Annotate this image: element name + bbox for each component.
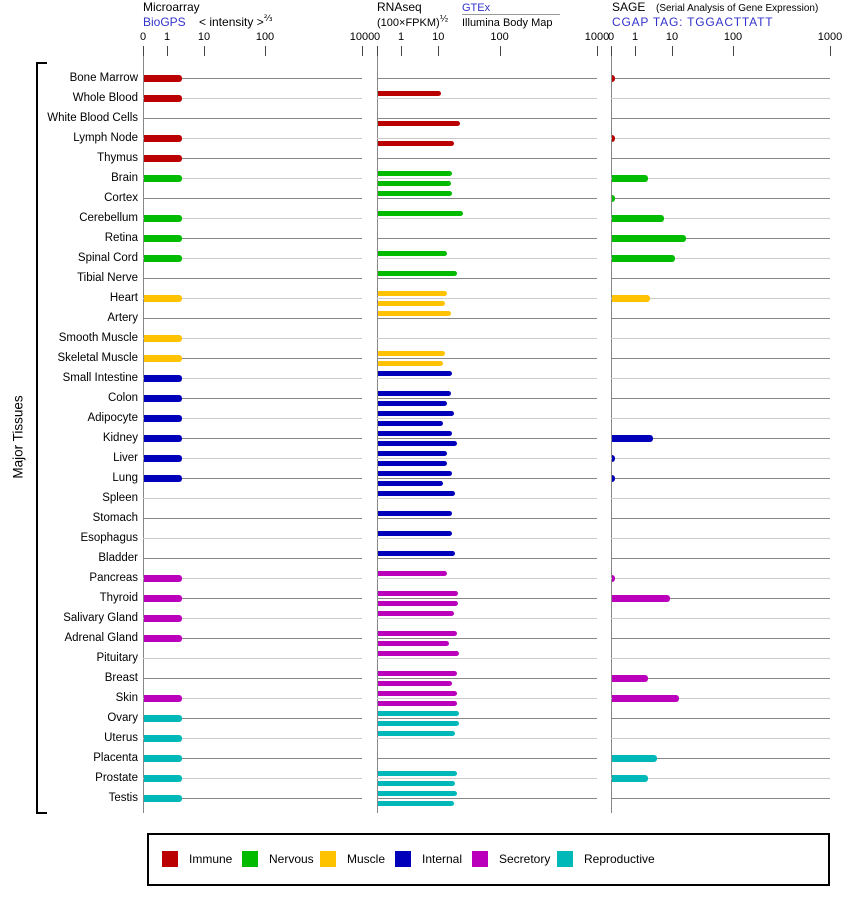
expression-bar: [378, 401, 447, 406]
row-grid-line: [143, 678, 362, 679]
axis-tick-label: 0: [139, 31, 147, 43]
legend-color-swatch: [395, 851, 411, 867]
axis-tick: [635, 46, 636, 56]
axis-tick-label: 100: [723, 31, 743, 43]
tissue-label: Testis: [108, 792, 138, 804]
expression-bar: [378, 781, 455, 786]
expression-bar: [144, 155, 182, 162]
expression-bar: [378, 91, 441, 96]
legend-color-swatch: [557, 851, 573, 867]
expression-bar: [378, 191, 452, 196]
row-grid-line: [143, 498, 362, 499]
major-tissues-label: Major Tissues: [10, 395, 26, 479]
tissue-label: Thyroid: [99, 592, 138, 604]
tissue-label: Bone Marrow: [69, 72, 138, 84]
tissue-label: Stomach: [92, 512, 138, 524]
rnaseq-unit-text: (100×FPKM): [377, 17, 440, 29]
expression-bar: [612, 755, 657, 762]
legend-label: Reproductive: [584, 852, 655, 866]
panel-title-microarray: Microarray: [143, 0, 200, 14]
expression-bar: [612, 675, 648, 682]
expression-bar: [378, 291, 447, 296]
tissue-label: Kidney: [102, 432, 138, 444]
tissue-label: Breast: [104, 672, 138, 684]
expression-bar: [378, 531, 452, 536]
tissue-label: Spinal Cord: [77, 252, 138, 264]
row-grid-line: [611, 198, 830, 199]
axis-tick: [733, 46, 734, 56]
axis-tick: [362, 46, 363, 56]
expression-bar: [378, 641, 449, 646]
illumina-body-map-label: Illumina Body Map: [462, 17, 553, 29]
expression-bar: [144, 715, 182, 722]
row-grid-line: [611, 398, 830, 399]
row-grid-line: [377, 418, 597, 419]
expression-bar: [612, 475, 615, 482]
expression-bar: [612, 455, 615, 462]
expression-bar: [378, 801, 454, 806]
axis-tick-label: 10: [197, 31, 211, 43]
row-grid-line: [377, 758, 597, 759]
row-grid-line: [377, 538, 597, 539]
axis-tick-label: 0: [373, 31, 381, 43]
legend-color-swatch: [472, 851, 488, 867]
row-grid-line: [377, 658, 597, 659]
axis-tick: [830, 46, 831, 56]
row-grid-line: [143, 198, 362, 199]
tissue-label: Uterus: [104, 732, 138, 744]
tissue-label: Adrenal Gland: [64, 632, 138, 644]
expression-bar: [378, 411, 454, 416]
row-grid-line: [611, 378, 830, 379]
row-grid-line: [377, 578, 597, 579]
row-grid-line: [377, 98, 597, 99]
tissue-label: Colon: [107, 392, 138, 404]
tissue-label: Adipocyte: [87, 412, 138, 424]
expression-bar: [378, 441, 457, 446]
legend-label: Internal: [422, 852, 463, 866]
tissue-label: Lung: [112, 472, 138, 484]
expression-bar: [144, 455, 182, 462]
row-grid-line: [611, 478, 830, 479]
tissue-label: Artery: [107, 312, 138, 324]
tissue-label: Thymus: [97, 152, 138, 164]
expression-bar: [144, 575, 182, 582]
row-grid-line: [377, 198, 597, 199]
legend-label: Secretory: [499, 852, 551, 866]
row-grid-line: [143, 518, 362, 519]
row-grid-line: [377, 158, 597, 159]
expression-bar: [144, 695, 182, 702]
legend-label: Muscle: [347, 852, 386, 866]
rnaseq-unit-exponent: ½: [439, 14, 449, 25]
expression-bar: [144, 235, 182, 242]
row-grid-line: [611, 498, 830, 499]
tissue-label: Heart: [109, 292, 138, 304]
expression-bar: [378, 431, 452, 436]
axis-tick: [672, 46, 673, 56]
expression-bar: [378, 691, 457, 696]
row-grid-line: [377, 178, 597, 179]
tissue-label: Retina: [104, 232, 138, 244]
row-grid-line: [143, 318, 362, 319]
row-grid-line: [611, 418, 830, 419]
biogps-link[interactable]: BioGPS: [143, 15, 186, 29]
legend-box: [147, 833, 830, 886]
expression-bar: [378, 721, 459, 726]
row-grid-line: [143, 558, 362, 559]
row-grid-line: [611, 798, 830, 799]
expression-bar: [144, 475, 182, 482]
tissue-label: Bladder: [98, 552, 138, 564]
tissue-label: Skin: [115, 692, 138, 704]
expression-bar: [144, 295, 182, 302]
expression-bar: [144, 735, 182, 742]
expression-bar: [378, 251, 447, 256]
expression-bar: [612, 195, 615, 202]
row-grid-line: [377, 78, 597, 79]
expression-bar: [612, 295, 650, 302]
row-grid-line: [143, 538, 362, 539]
row-grid-line: [611, 278, 830, 279]
gtex-link[interactable]: GTEx: [462, 2, 491, 14]
tissue-label: Small Intestine: [62, 372, 138, 384]
expression-bar: [144, 95, 182, 102]
axis-tick: [438, 46, 439, 56]
row-grid-line: [377, 378, 597, 379]
expression-bar: [612, 435, 653, 442]
axis-tick: [377, 46, 378, 56]
row-grid-line: [611, 138, 830, 139]
expression-bar: [144, 795, 182, 802]
expression-bar: [378, 471, 452, 476]
tissue-label: White Blood Cells: [47, 112, 138, 124]
microarray-unit-text: < intensity >: [199, 15, 264, 29]
tissue-label: Salivary Gland: [63, 612, 138, 624]
axis-tick-label: 1000: [817, 31, 842, 43]
row-grid-line: [377, 458, 597, 459]
row-grid-line: [377, 318, 597, 319]
expression-bar: [378, 681, 452, 686]
tissue-label: Liver: [113, 452, 138, 464]
expression-bar: [378, 791, 457, 796]
expression-bar: [144, 635, 182, 642]
row-grid-line: [377, 478, 597, 479]
row-grid-line: [611, 318, 830, 319]
tissue-label: Spleen: [102, 492, 138, 504]
expression-bar: [378, 771, 457, 776]
tissue-label: Skeletal Muscle: [57, 352, 138, 364]
expression-bar: [144, 435, 182, 442]
gtex-illumina-divider: [462, 14, 560, 15]
row-grid-line: [377, 358, 597, 359]
expression-bar: [144, 755, 182, 762]
row-grid-line: [611, 158, 830, 159]
expression-bar: [378, 351, 445, 356]
expression-bar: [144, 175, 182, 182]
axis-tick-label: 1: [398, 31, 405, 43]
axis-tick-label: 1000: [349, 31, 375, 43]
expression-bar: [378, 211, 463, 216]
row-grid-line: [377, 438, 597, 439]
row-grid-line: [611, 98, 830, 99]
axis-tick: [401, 46, 402, 56]
tissue-label: Tibial Nerve: [77, 272, 138, 284]
tissue-label: Cortex: [104, 192, 138, 204]
row-grid-line: [377, 298, 597, 299]
tissue-label: Cerebellum: [79, 212, 138, 224]
row-grid-line: [611, 538, 830, 539]
expression-bar: [378, 421, 443, 426]
expression-bar: [378, 571, 447, 576]
expression-bar: [144, 415, 182, 422]
row-grid-line: [377, 558, 597, 559]
expression-bar: [378, 461, 447, 466]
expression-bar: [612, 75, 615, 82]
expression-bar: [144, 595, 182, 602]
expression-bar: [378, 671, 457, 676]
legend-label: Nervous: [269, 852, 314, 866]
axis-tick-label: 1000: [584, 31, 610, 43]
axis-tick: [265, 46, 266, 56]
row-grid-line: [143, 658, 362, 659]
cgap-tag-link[interactable]: CGAP TAG: TGGACTTATT: [612, 15, 774, 29]
expression-bar: [378, 631, 457, 636]
legend-color-swatch: [320, 851, 336, 867]
expression-bar: [378, 371, 452, 376]
expression-bar: [612, 135, 615, 142]
expression-bar: [612, 595, 670, 602]
row-grid-line: [377, 698, 597, 699]
row-grid-line: [377, 498, 597, 499]
row-grid-line: [377, 798, 597, 799]
row-grid-line: [611, 658, 830, 659]
axis-tick: [597, 46, 598, 56]
row-grid-line: [377, 518, 597, 519]
expression-bar: [144, 375, 182, 382]
axis-tick-label: 10: [665, 31, 679, 43]
expression-bar: [612, 575, 615, 582]
axis-tick-label: 100: [255, 31, 275, 43]
expression-bar: [144, 355, 182, 362]
row-grid-line: [377, 338, 597, 339]
axis-tick: [167, 46, 168, 56]
row-grid-line: [377, 398, 597, 399]
legend-color-swatch: [242, 851, 258, 867]
expression-bar: [144, 335, 182, 342]
row-grid-line: [611, 618, 830, 619]
row-grid-line: [377, 638, 597, 639]
axis-tick-label: 100: [490, 31, 509, 43]
panel-title-rnaseq: RNAseq: [377, 0, 422, 14]
row-grid-line: [377, 258, 597, 259]
tissue-label: Prostate: [95, 772, 138, 784]
row-grid-line: [377, 778, 597, 779]
axis-tick-label: 10: [432, 31, 445, 43]
expression-bar: [378, 361, 443, 366]
panel-title-sage: SAGE: [612, 0, 646, 14]
tissue-label: Whole Blood: [72, 92, 138, 104]
expression-bar: [612, 695, 679, 702]
axis-tick: [611, 46, 612, 56]
tissue-label: Esophagus: [80, 532, 138, 544]
legend-color-swatch: [162, 851, 178, 867]
row-grid-line: [377, 618, 597, 619]
expression-bar: [378, 551, 455, 556]
tissue-label: Ovary: [107, 712, 138, 724]
tissue-label: Placenta: [93, 752, 138, 764]
expression-bar: [378, 701, 457, 706]
row-grid-line: [611, 578, 830, 579]
expression-bar: [378, 591, 458, 596]
row-grid-line: [377, 118, 597, 119]
expression-bar: [144, 135, 182, 142]
expression-bar: [378, 391, 451, 396]
row-grid-line: [377, 278, 597, 279]
row-grid-line: [611, 518, 830, 519]
axis-tick: [143, 46, 144, 56]
row-grid-line: [377, 678, 597, 679]
expression-bar: [378, 601, 458, 606]
row-grid-line: [377, 718, 597, 719]
row-grid-line: [611, 458, 830, 459]
microarray-unit: [199, 16, 272, 29]
expression-bar: [378, 121, 460, 126]
expression-bar: [612, 255, 675, 262]
expression-bar: [144, 615, 182, 622]
row-grid-line: [611, 358, 830, 359]
row-grid-line: [377, 598, 597, 599]
axis-tick: [204, 46, 205, 56]
row-grid-line: [377, 738, 597, 739]
expression-bar: [612, 175, 648, 182]
row-grid-line: [611, 338, 830, 339]
expression-bar: [378, 511, 452, 516]
expression-bar: [612, 215, 664, 222]
expression-bar: [612, 235, 686, 242]
axis-tick: [500, 46, 501, 56]
row-grid-line: [611, 558, 830, 559]
expression-bar: [378, 451, 447, 456]
tissue-label: Smooth Muscle: [58, 332, 138, 344]
row-grid-line: [143, 278, 362, 279]
row-grid-line: [611, 718, 830, 719]
microarray-unit-exponent: ⅔: [263, 14, 273, 24]
expression-bar: [144, 255, 182, 262]
axis-tick-label: 0: [607, 31, 615, 43]
expression-bar: [612, 775, 648, 782]
expression-bar: [378, 181, 451, 186]
tissue-label: Lymph Node: [73, 132, 138, 144]
expression-bar: [378, 481, 443, 486]
expression-bar: [144, 75, 182, 82]
tissue-label: Pancreas: [89, 572, 138, 584]
expression-bar: [144, 395, 182, 402]
expression-bar: [378, 491, 455, 496]
expression-bar: [378, 611, 454, 616]
tissue-label: Pituitary: [96, 652, 138, 664]
sage-note: (Serial Analysis of Gene Expression): [656, 3, 819, 14]
expression-bar: [378, 271, 457, 276]
expression-bar: [378, 311, 451, 316]
row-grid-line: [611, 638, 830, 639]
expression-bar: [378, 301, 445, 306]
row-grid-line: [377, 218, 597, 219]
row-grid-line: [143, 118, 362, 119]
axis-tick-label: 1: [631, 31, 639, 43]
row-grid-line: [377, 238, 597, 239]
axis-tick-label: 1: [163, 31, 171, 43]
expression-bar: [144, 215, 182, 222]
tissue-label: Brain: [111, 172, 138, 184]
row-grid-line: [377, 138, 597, 139]
legend-label: Immune: [189, 852, 233, 866]
rnaseq-unit: [377, 14, 449, 29]
row-grid-line: [611, 118, 830, 119]
row-grid-line: [611, 78, 830, 79]
expression-bar: [378, 711, 459, 716]
expression-bar: [378, 141, 454, 146]
expression-bar: [378, 651, 459, 656]
expression-bar: [144, 775, 182, 782]
row-grid-line: [611, 738, 830, 739]
expression-bar: [378, 171, 452, 176]
expression-bar: [378, 731, 455, 736]
